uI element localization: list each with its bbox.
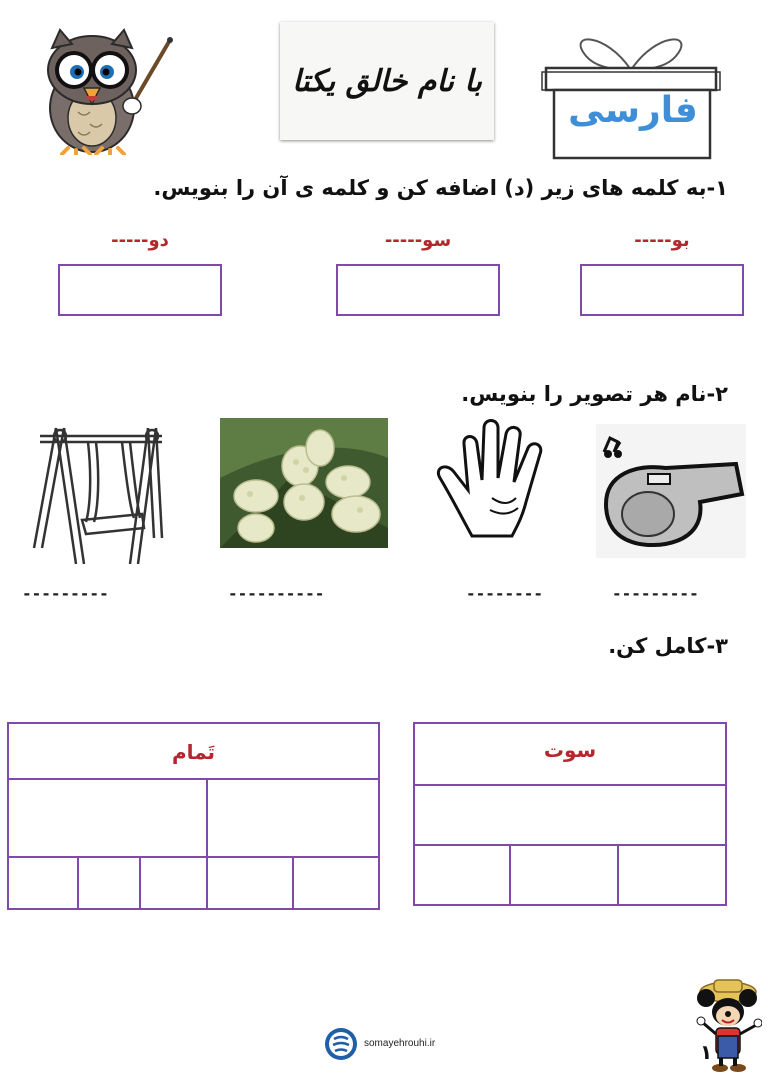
q2-blank-3[interactable]: ----------	[228, 584, 325, 603]
owl-mascot-icon	[20, 20, 180, 155]
q3-sout-syllable-cell[interactable]	[415, 786, 725, 844]
q3-sout-letter-cell-3[interactable]	[415, 846, 509, 904]
q3-sout-letter-cell-2[interactable]	[511, 846, 617, 904]
mulberry-image	[220, 418, 388, 548]
q3-tamam-syllable-cell-1[interactable]	[208, 780, 378, 856]
q2-blank-4[interactable]: ---------	[22, 584, 109, 603]
q3-table-tamam	[7, 722, 380, 910]
q3-tamam-letter-cell-5[interactable]	[9, 858, 77, 908]
title-calligraphy: با نام خالق یکتا	[292, 63, 482, 99]
q2-blank-2[interactable]: --------	[466, 584, 544, 603]
whistle-icon	[596, 424, 746, 558]
q1-answer-box-1[interactable]	[580, 264, 744, 316]
hand-icon	[432, 418, 562, 540]
site-logo-icon	[324, 1027, 358, 1061]
q3-tamam-syllable-cell-2[interactable]	[9, 780, 206, 856]
q3-tamam-letter-cell-2[interactable]	[208, 858, 292, 908]
q3-sout-letter-cell-1[interactable]	[619, 846, 725, 904]
title-plate	[280, 22, 494, 140]
q1-word-2: سو-----	[384, 230, 452, 251]
site-url[interactable]: somayehrouhi.ir	[364, 1038, 436, 1049]
q3-tamam-letter-cell-1[interactable]	[294, 858, 378, 908]
q2-blank-1[interactable]: ---------	[612, 584, 699, 603]
q3-tamam-letter-cell-4[interactable]	[79, 858, 139, 908]
subject-label: فارسی	[568, 90, 698, 131]
question-1-title: ۱-به کلمه های زیر (د) اضافه کن و کلمه ی آن را بنویس.	[153, 176, 728, 200]
q3-table-sout-word: سوت	[543, 738, 597, 762]
question-3-title: ۳-کامل کن.	[608, 634, 728, 658]
q3-table-sout	[413, 722, 727, 906]
page-number: ۱	[700, 1040, 713, 1064]
q1-answer-box-2[interactable]	[336, 264, 500, 316]
q1-answer-box-3[interactable]	[58, 264, 222, 316]
question-2-title: ۲-نام هر تصویر را بنویس.	[461, 382, 728, 406]
q3-tamam-letter-cell-3[interactable]	[141, 858, 206, 908]
q3-table-tamam-word: تَمام	[171, 740, 216, 764]
swing-icon	[26, 418, 168, 566]
q1-word-3: دو-----	[111, 230, 169, 251]
q1-word-1: بو-----	[634, 230, 690, 251]
